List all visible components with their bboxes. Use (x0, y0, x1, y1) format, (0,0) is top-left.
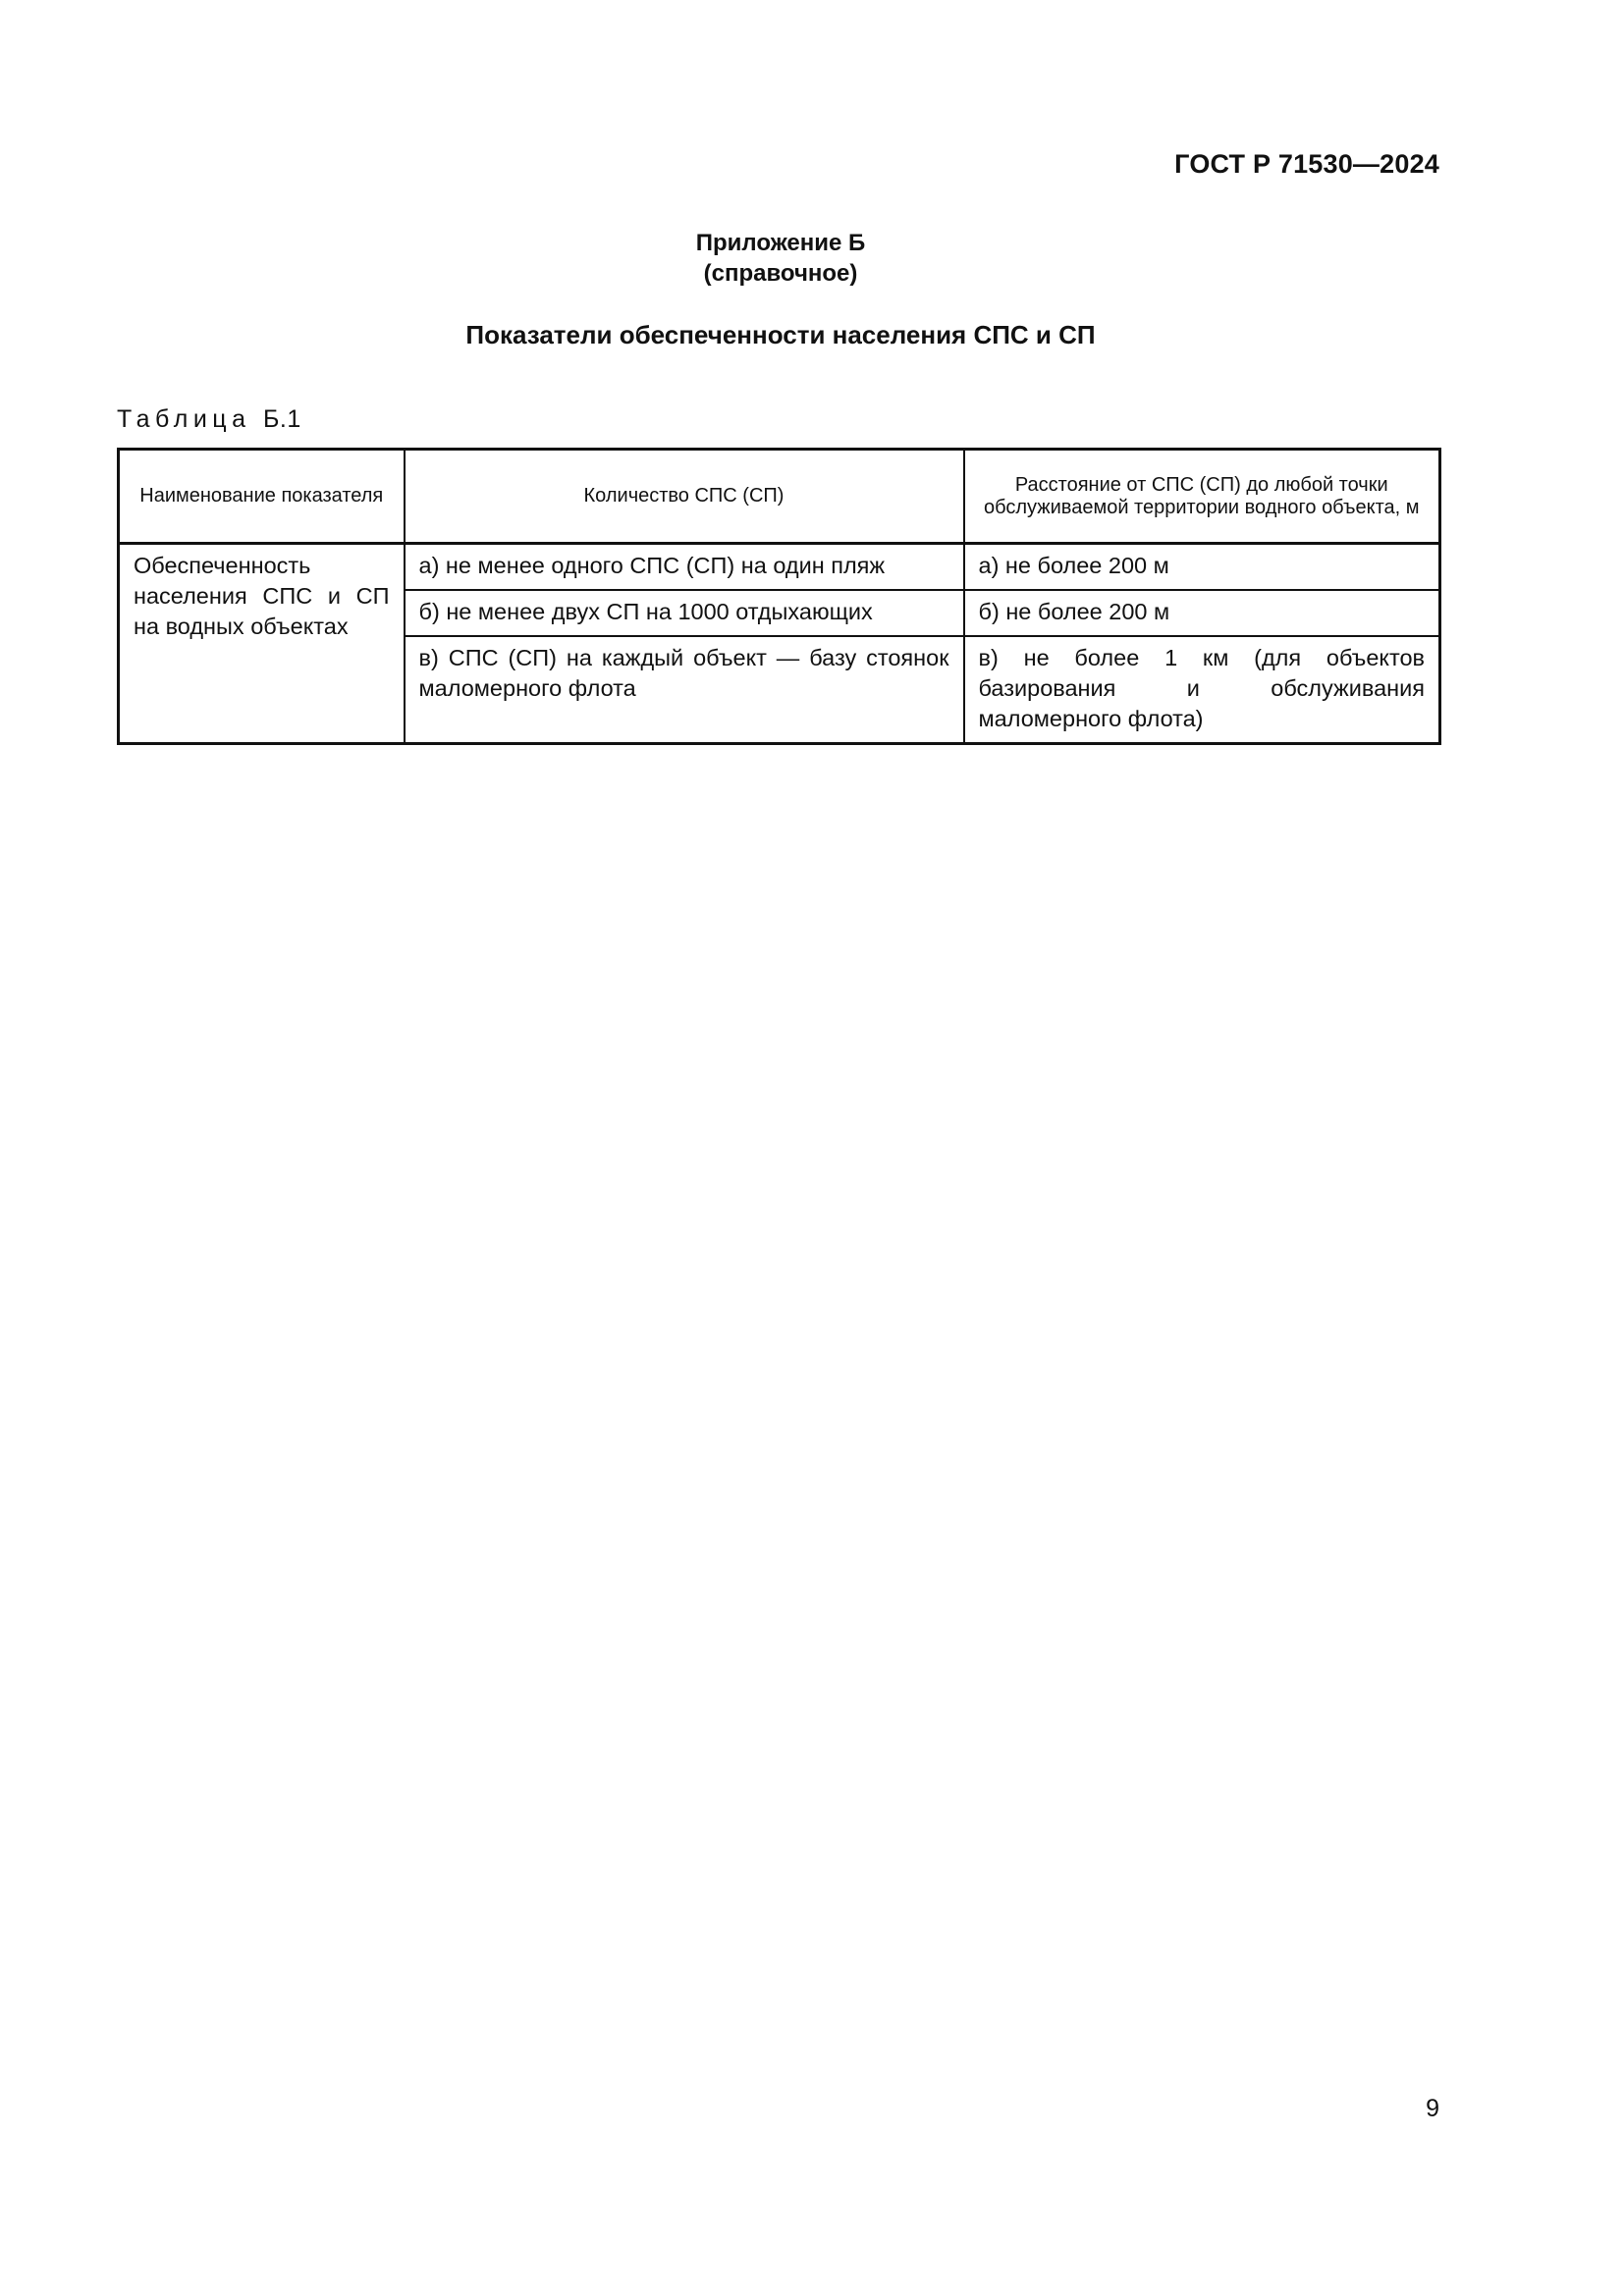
section-title: Показатели обеспеченности населения СПС и СП (465, 320, 1096, 349)
column-header-quantity: Количество СПС (СП) (405, 450, 964, 544)
column-header-distance: Расстояние от СПС (СП) до любой точки обслуживаемой территории водного объекта, м (964, 450, 1440, 544)
table-label-number: Б.1 (262, 405, 301, 433)
page-number: 9 (1426, 2095, 1439, 2122)
quantity-cell: в) СПС (СП) на каждый объект — базу стоянок маломерного флота (405, 636, 964, 744)
table-label (117, 405, 301, 434)
annex-title: Приложение Б (695, 230, 866, 256)
table-label-word: Таблица (117, 405, 251, 433)
quantity-cell: а) не менее одного СПС (СП) на один пляж (405, 544, 964, 591)
column-header-indicator: Наименование показателя (119, 450, 405, 544)
annex-subtitle: (справочное) (703, 260, 858, 287)
indicators-table (117, 448, 1441, 745)
distance-cell: в) не более 1 км (для объектов базирования и обслуживания маломерного флота) (964, 636, 1440, 744)
indicator-cell: Обеспеченность населения СПС и СП на водных объектах (119, 544, 405, 744)
quantity-cell: б) не менее двух СП на 1000 отдыхающих (405, 590, 964, 636)
document-code: ГОСТ Р 71530—2024 (1174, 149, 1439, 179)
table-header-row (119, 450, 1440, 544)
distance-cell: б) не более 200 м (964, 590, 1440, 636)
distance-cell: а) не более 200 м (964, 544, 1440, 591)
table-row (119, 544, 1440, 591)
annex-heading (0, 228, 1561, 289)
